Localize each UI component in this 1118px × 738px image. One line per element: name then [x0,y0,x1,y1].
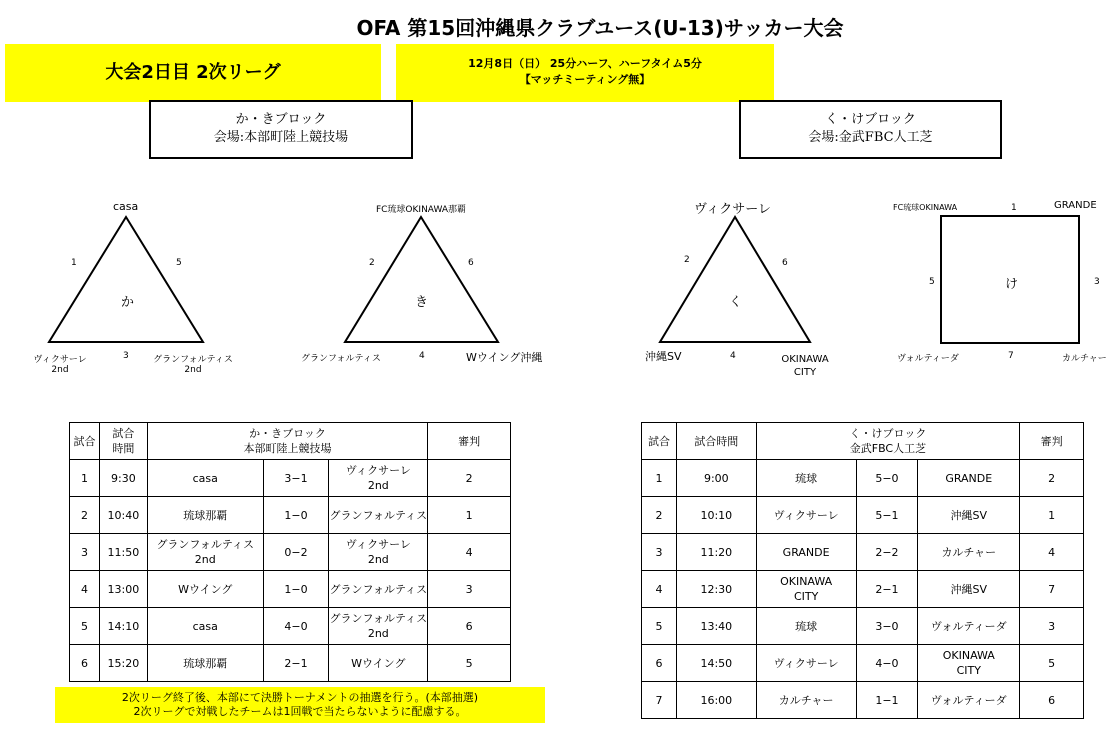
ka-right-team: グランフォルティス 2nd [153,355,233,375]
away-team: グランフォルティス [329,497,428,534]
match-number: 2 [70,497,100,534]
lottery-note-line1: 2次リーグ終了後、本部にて決勝トーナメントの抽選を行う。(本部抽選) [121,691,479,704]
table-row [70,534,511,571]
away-team: 沖縄SV [918,497,1020,534]
schedule-table-right [641,422,1084,719]
match-number: 5 [70,608,100,645]
header-match: 試合 [642,423,677,460]
away-team: Wウイング [329,645,428,682]
away-team: OKINAWA CITY [918,645,1020,682]
ka-center-label: か [121,295,135,310]
table-row [642,645,1084,682]
header-block: く・けブロック 金武FBC人工芝 [756,423,1019,460]
ki-right-team: Wウイング沖縄 [466,351,543,364]
table-row [642,608,1084,645]
score: 3−0 [856,608,918,645]
score: 1−0 [263,571,329,608]
kickoff-time: 13:00 [99,571,147,608]
venue-left-block: か・きブロック [235,112,327,127]
match-number: 4 [642,571,677,608]
ke-edge-left: 5 [929,277,935,287]
score: 4−0 [856,645,918,682]
away-team: GRANDE [918,460,1020,497]
score: 4−0 [263,608,329,645]
header-block: か・きブロック 本部町陸上競技場 [147,423,427,460]
table-header-row [70,423,511,460]
match-number: 6 [642,645,677,682]
referee-match: 1 [1020,497,1084,534]
kickoff-time: 9:00 [676,460,756,497]
ke-edge-top: 1 [1011,203,1017,213]
match-number: 5 [642,608,677,645]
kickoff-time: 14:10 [99,608,147,645]
ki-center-label: き [415,295,429,310]
score: 2−1 [856,571,918,608]
ka-left-team: ヴィクサーレ 2nd [33,355,87,375]
ke-edge-right: 3 [1094,277,1100,287]
away-team: グランフォルティス 2nd [329,608,428,645]
home-team: ヴィクサーレ [756,645,856,682]
referee-match: 6 [428,608,511,645]
table-row [70,645,511,682]
referee-match: 1 [428,497,511,534]
score: 3−1 [263,460,329,497]
triangle-ku [660,217,810,342]
home-team: GRANDE [756,534,856,571]
kickoff-time: 14:50 [676,645,756,682]
ke-bottom-right-team: カルチャー [1062,354,1107,364]
kickoff-time: 10:40 [99,497,147,534]
kickoff-time: 11:50 [99,534,147,571]
ku-edge-right: 6 [782,258,788,268]
ka-top-team: casa [113,200,139,213]
referee-match: 5 [428,645,511,682]
match-number: 1 [642,460,677,497]
venue-right-place: 会場:金武FBC人工芝 [808,130,933,145]
score: 0−2 [263,534,329,571]
ki-top-team: FC琉球OKINAWA那覇 [375,205,467,215]
table-row [642,682,1084,719]
kickoff-time: 12:30 [676,571,756,608]
home-team: 琉球 [756,608,856,645]
match-number: 7 [642,682,677,719]
home-team: 琉球那覇 [147,645,263,682]
kickoff-time: 11:20 [676,534,756,571]
home-team: ヴィクサーレ [756,497,856,534]
header-referee: 審判 [428,423,511,460]
ku-left-team: 沖縄SV [645,350,682,363]
home-team: OKINAWA CITY [756,571,856,608]
kickoff-time: 9:30 [99,460,147,497]
ku-edge-bottom: 4 [730,351,736,361]
away-team: ヴォルティーダ [918,682,1020,719]
ku-top-team: ヴィクサーレ [694,202,771,217]
lottery-note-line2: 2次リーグで対戦したチームは1回戦で当たらないように配慮する。 [133,705,467,718]
kickoff-time: 15:20 [99,645,147,682]
header-referee: 審判 [1020,423,1084,460]
match-number: 2 [642,497,677,534]
day-banner: 大会2日目 2次リーグ [5,44,381,102]
ku-edge-left: 2 [684,255,690,265]
referee-match: 4 [1020,534,1084,571]
table-row [642,534,1084,571]
kickoff-time: 10:10 [676,497,756,534]
schedule-info-line1: 12月8日（日） 25分ハーフ、ハーフタイム5分 [468,57,702,70]
schedule-table-left [69,422,511,682]
table-row [642,497,1084,534]
ku-right-team: OKINAWA CITY [781,354,829,378]
ka-edge-left: 1 [71,258,77,268]
venue-left-place: 会場:本部町陸上競技場 [213,130,349,145]
table-row [70,497,511,534]
referee-match: 3 [1020,608,1084,645]
away-team: ヴィクサーレ 2nd [329,534,428,571]
table-row [70,608,511,645]
away-team: 沖縄SV [918,571,1020,608]
ke-bottom-left-team: ヴォルティーダ [897,354,959,364]
ke-top-left-team: FC琉球OKINAWA [893,203,958,212]
kickoff-time: 16:00 [676,682,756,719]
away-team: グランフォルティス [329,571,428,608]
ki-edge-bottom: 4 [419,351,425,361]
kickoff-time: 13:40 [676,608,756,645]
home-team: Wウイング [147,571,263,608]
score: 1−1 [856,682,918,719]
away-team: ヴィクサーレ 2nd [329,460,428,497]
ki-left-team: グランフォルティス [301,354,381,364]
home-team: casa [147,460,263,497]
table-row [70,571,511,608]
ka-edge-bottom: 3 [123,351,129,361]
lottery-note [55,687,545,723]
referee-match: 2 [1020,460,1084,497]
match-number: 6 [70,645,100,682]
ki-edge-right: 6 [468,258,474,268]
home-team: casa [147,608,263,645]
schedule-info-line2: 【マッチミーティング無】 [519,73,651,86]
ke-edge-bottom: 7 [1008,351,1014,361]
match-number: 1 [70,460,100,497]
triangle-ka [49,217,203,342]
home-team: グランフォルティス 2nd [147,534,263,571]
ki-edge-left: 2 [369,258,375,268]
score: 1−0 [263,497,329,534]
score: 5−0 [856,460,918,497]
header-match: 試合 [70,423,100,460]
referee-match: 6 [1020,682,1084,719]
away-team: ヴォルティーダ [918,608,1020,645]
header-time: 試合 時間 [99,423,147,460]
score: 5−1 [856,497,918,534]
home-team: 琉球 [756,460,856,497]
referee-match: 3 [428,571,511,608]
ku-center-label: く [729,295,743,310]
triangle-ki [345,217,498,342]
match-number: 4 [70,571,100,608]
referee-match: 4 [428,534,511,571]
score: 2−2 [856,534,918,571]
table-row [642,460,1084,497]
table-row [642,571,1084,608]
ke-top-right-team: GRANDE [1054,200,1097,211]
match-number: 3 [642,534,677,571]
table-row [70,460,511,497]
home-team: カルチャー [756,682,856,719]
match-number: 3 [70,534,100,571]
table-header-row [642,423,1084,460]
venue-right-block: く・けブロック [825,112,916,127]
away-team: カルチャー [918,534,1020,571]
score: 2−1 [263,645,329,682]
header-time: 試合時間 [676,423,756,460]
referee-match: 7 [1020,571,1084,608]
page-title: OFA 第15回沖縄県クラブユース(U-13)サッカー大会 [356,16,844,40]
referee-match: 5 [1020,645,1084,682]
referee-match: 2 [428,460,511,497]
ke-center-label: け [1005,277,1019,292]
ka-edge-right: 5 [176,258,182,268]
home-team: 琉球那覇 [147,497,263,534]
